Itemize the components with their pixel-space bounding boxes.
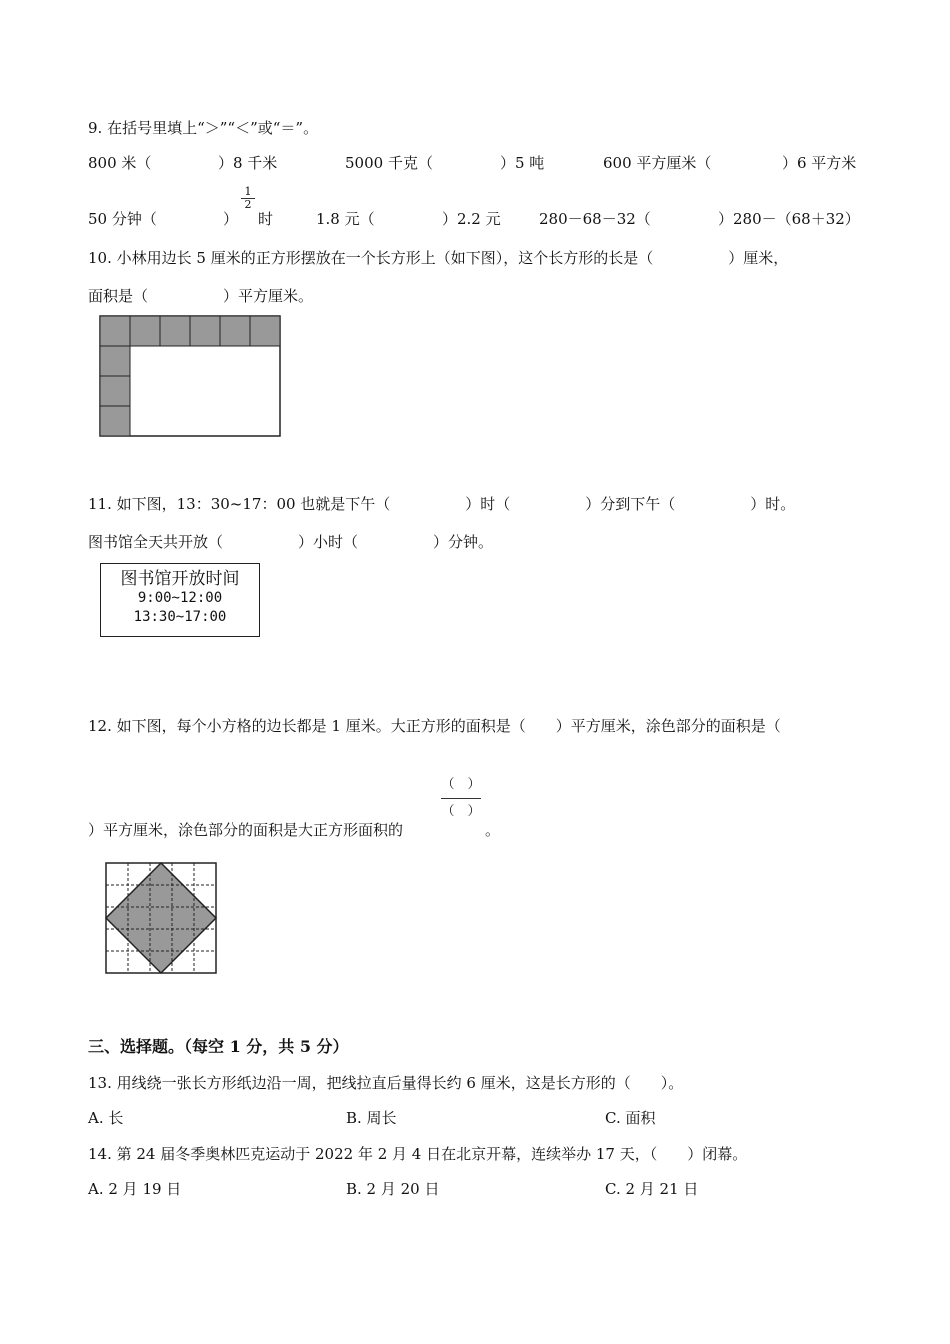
q9-row1-item: ）6 平方米 — [782, 154, 857, 172]
q14-option-b: B. 2 月 20 日 — [346, 1180, 440, 1198]
q9-row1-item: 600 平方厘米（ — [603, 154, 712, 172]
library-hours-sign — [100, 563, 260, 637]
q10-line1: 10. 小林用边长 5 厘米的正方形摆放在一个长方形上（如下图），这个长方形的长是（ ）厘米， — [88, 249, 789, 267]
grid-diamond-figure — [104, 861, 218, 975]
tile — [250, 316, 280, 346]
q14-option-a: A. 2 月 19 日 — [88, 1180, 182, 1198]
fraction-numerator: 1 — [244, 185, 252, 198]
q9-row1-item: 800 米（ — [88, 154, 152, 172]
fraction-bar: 2 — [241, 198, 255, 211]
q13-question: 13. 用线绕一张长方形纸边沿一周，把线拉直后量得长约 6 厘米，这是长方形的（ ）。 — [88, 1074, 684, 1092]
q13-option-b: B. 周长 — [346, 1109, 397, 1127]
q11-line2: 图书馆全天共开放（ ）小时（ ）分钟。 — [88, 533, 494, 551]
q9-title: 9. 在括号里填上“＞”“＜”或“＝”。 — [88, 119, 319, 137]
q14-option-c: C. 2 月 21 日 — [605, 1180, 699, 1198]
tile — [100, 316, 130, 346]
tile — [220, 316, 250, 346]
q9-row1-item: ）8 千米 — [218, 154, 278, 172]
q10-line2: 面积是（ ）平方厘米。 — [88, 287, 314, 305]
half-fraction — [241, 186, 255, 211]
tile — [190, 316, 220, 346]
q12-line1: 12. 如下图，每个小方格的边长都是 1 厘米。大正方形的面积是（ ）平方厘米，涂色部分的面积是（ — [88, 717, 781, 735]
tile — [100, 346, 130, 376]
q13-option-a: A. 长 — [88, 1109, 124, 1127]
q9-row2-item: 50 分钟（ — [88, 210, 157, 228]
fraction-numerator: （ ） — [441, 777, 481, 792]
q9-row2-item: ） — [223, 210, 239, 228]
library-hours-title: 图书馆开放时间 — [120, 569, 240, 589]
q11-line1: 11. 如下图，13：30~17：00 也就是下午（ ）时（ ）分到下午（ ）时。 — [88, 495, 796, 513]
q9-row2-item: ）2.2 元 — [442, 210, 501, 228]
q12-line2-end: 。 — [485, 821, 501, 839]
q14-question: 14. 第 24 届冬季奥林匹克运动于 2022 年 2 月 4 日在北京开幕，连续举办 17 天，（ ）闭幕。 — [88, 1145, 748, 1163]
q9-row2-item: ）280－（68＋32） — [718, 210, 860, 228]
q9-row2-item: 280－68－32（ — [539, 210, 651, 228]
library-hours-afternoon: 13:30~17:00 — [133, 609, 227, 625]
section-heading: 三、选择题。（每空 1 分，共 5 分） — [88, 1037, 349, 1056]
q12-line2: ）平方厘米，涂色部分的面积是大正方形面积的 — [88, 821, 404, 839]
q13-option-c: C. 面积 — [605, 1109, 656, 1127]
q9-row1-item: ）5 吨 — [500, 154, 545, 172]
q9-row1-item: 5000 千克（ — [345, 154, 433, 172]
fraction-denominator: （ ） — [441, 804, 481, 819]
tile — [100, 406, 130, 436]
library-hours-morning: 9:00~12:00 — [137, 590, 223, 606]
tile — [100, 376, 130, 406]
q9-row2-item: 时 — [258, 210, 274, 228]
fraction-bar — [441, 798, 481, 799]
tile — [160, 316, 190, 346]
square-tiles-figure — [99, 315, 282, 438]
tile — [130, 316, 160, 346]
q9-row2-item: 1.8 元（ — [316, 210, 375, 228]
q12-fraction — [441, 778, 481, 819]
